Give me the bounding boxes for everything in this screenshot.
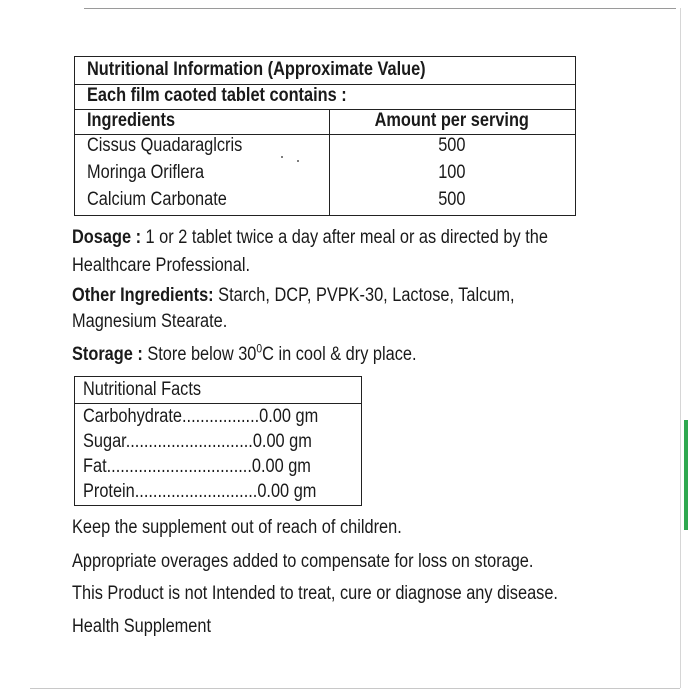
top-border-line — [84, 8, 676, 9]
table-row-amount: 500 — [438, 189, 466, 210]
table-row-ingredient: Cissus Quadaraglcris — [87, 135, 243, 156]
right-border-line — [680, 8, 681, 688]
other-ingredients-text: Starch, DCP, PVPK-30, Lactose, Talcum, — [213, 285, 515, 306]
print-speck — [281, 156, 283, 158]
bottom-border-line — [30, 688, 680, 689]
nutrition-table-subtitle-row — [75, 84, 575, 110]
nutrition-table-title: Nutritional Information (Approximate Value) — [87, 59, 426, 80]
footer-line-4 — [72, 613, 234, 641]
disclaimer: This Product is not Intended to treat, cure or diagnose any disease. — [72, 583, 558, 604]
header-ingredients: Ingredients — [87, 110, 176, 131]
storage-text-end: C in cool & dry place. — [262, 344, 417, 365]
nutritional-facts-header — [75, 377, 361, 404]
storage-text: Store below 30 — [142, 344, 257, 365]
table-row-ingredient: Calcium Carbonate — [87, 189, 227, 210]
header-amount-per-serving: Amount per serving — [374, 110, 530, 131]
other-ingredients-label: Other Ingredients: — [72, 285, 214, 306]
dosage-text-continued: Healthcare Professional. — [72, 255, 251, 276]
green-edge-strip — [684, 420, 688, 530]
nutrition-table-subtitle: Each film caoted tablet contains : — [87, 85, 347, 106]
table-row-amount: 100 — [438, 162, 466, 183]
list-item: Protein...........................0.00 gm — [83, 481, 317, 502]
dosage-text: 1 or 2 tablet twice a day after meal or as directed by the — [141, 227, 548, 248]
other-ingredients-line-2 — [72, 308, 253, 336]
nutritional-facts-table — [74, 376, 362, 506]
list-item: Sugar............................0.00 gm — [83, 431, 312, 452]
overages-note: Appropriate overages added to compensate for loss on storage. — [72, 551, 534, 572]
footer-line-1 — [72, 514, 455, 542]
product-category: Health Supplement — [72, 616, 211, 637]
nutrition-table-title-row — [75, 57, 575, 85]
table-row-amount: 500 — [438, 135, 466, 156]
warning-children: Keep the supplement out of reach of children. — [72, 517, 402, 538]
footer-line-2 — [72, 548, 609, 576]
nutrition-table-header-row — [75, 109, 575, 135]
nutritional-facts-title: Nutritional Facts — [83, 379, 202, 400]
other-ingredients-line-1 — [72, 282, 587, 310]
list-item: Carbohydrate.................0.00 gm — [83, 406, 319, 427]
footer-line-3 — [72, 580, 637, 608]
list-item: Fat................................0.00 gm — [83, 456, 311, 477]
nutritional-information-table — [74, 56, 576, 216]
other-ingredients-text-continued: Magnesium Stearate. — [72, 311, 228, 332]
dosage-label: Dosage : — [72, 227, 142, 248]
dosage-line-1 — [72, 224, 625, 252]
storage-line — [72, 341, 473, 369]
dosage-line-2 — [72, 252, 279, 280]
storage-label: Storage : — [72, 344, 143, 365]
nutrition-table-body — [75, 134, 575, 215]
print-speck — [297, 160, 299, 162]
degree-superscript: 0 — [256, 341, 263, 356]
table-row-ingredient: Moringa Oriflera — [87, 162, 205, 183]
